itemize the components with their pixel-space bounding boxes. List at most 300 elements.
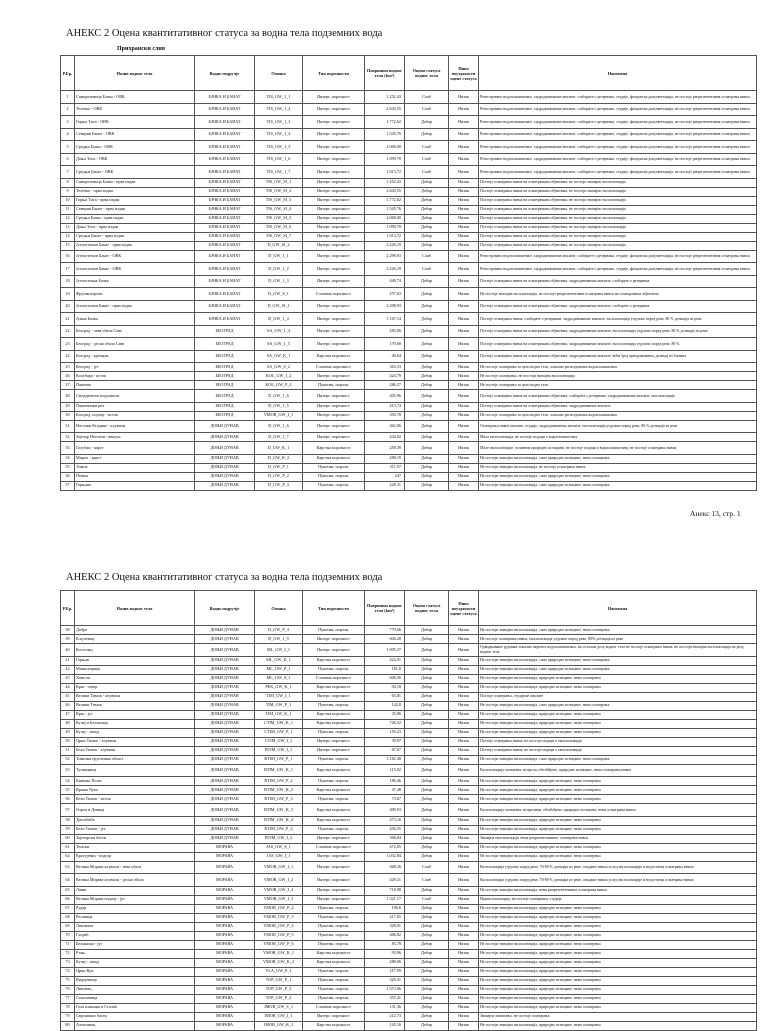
area-km2-cell: 145,16 <box>365 1021 405 1030</box>
confidence-level-cell: Низак <box>449 241 479 250</box>
water-body-code-cell: BTIM_GW_K_4 <box>255 816 303 825</box>
water-body-code-cell: ML_GW_K_1 <box>255 656 303 665</box>
water-body-code-cell: TIS_GW_1_1 <box>255 91 303 104</box>
status-assessment-cell: Добар <box>405 1003 449 1012</box>
table-row <box>61 895 757 904</box>
status-assessment-cell: Добар <box>405 843 449 852</box>
water-body-name-cell: Тупижница <box>75 764 195 777</box>
remark-cell: Не постоји значајна експлоатација, само природно истицање, нема осматрања <box>479 626 757 635</box>
water-body-name-cell: Панчево <box>75 381 195 390</box>
water-body-name-cell: Хомоље <box>75 674 195 683</box>
table-row <box>61 363 757 372</box>
row-number-cell: 68 <box>61 913 75 922</box>
status-assessment-cell: Добар <box>405 433 449 442</box>
water-body-code-cell: CTIM_GW_I_1 <box>255 737 303 746</box>
status-assessment-cell: Добар <box>405 985 449 994</box>
river-basin-area-cell: ДОЊИ ДУНАВ <box>195 454 255 463</box>
water-body-name-cell: Београд, подгор - исток <box>75 411 195 420</box>
water-body-name-cell: Голубац - карст <box>75 442 195 455</box>
confidence-level-cell: Низак <box>449 755 479 764</box>
confidence-level-cell: Низак <box>449 626 479 635</box>
confidence-level-cell: Низак <box>449 128 479 141</box>
remark-cell: Експлоатација-захватање из врела, обезбеђено, природно истицање, нема осматрања нивоа <box>479 764 757 777</box>
status-assessment-cell: Добар <box>405 313 449 326</box>
river-basin-area-cell: МОРАВА <box>195 940 255 949</box>
row-number-cell: 75 <box>61 976 75 985</box>
confidence-level-cell: Низак <box>449 1021 479 1030</box>
table-row <box>61 626 757 635</box>
row-number-cell: 34 <box>61 454 75 463</box>
status-assessment-cell: Добар <box>405 674 449 683</box>
river-basin-area-cell: ДОЊИ ДУНАВ <box>195 834 255 843</box>
row-number-cell: 29 <box>61 402 75 411</box>
remark-cell: Не постоји значајна експлоатација, само природно истицање, нема осматрања <box>479 472 757 481</box>
water-body-name-cell: Сврљишки басен <box>75 1012 195 1021</box>
remark-cell: Постоје осматрања нивоа на осматрачким објектима, не постоји значајно експлоатација <box>479 232 757 241</box>
river-basin-area-cell: ДОЊИ ДУНАВ <box>195 795 255 804</box>
row-number-cell: 18 <box>61 275 75 288</box>
confidence-level-cell: Низак <box>449 804 479 817</box>
status-assessment-cell: Добар <box>405 777 449 786</box>
row-number-cell: 43 <box>61 674 75 683</box>
water-body-name-cell: Гола планина и Сталаћ <box>75 1003 195 1012</box>
table-row <box>61 153 757 166</box>
river-basin-area-cell: БЕОГРАД <box>195 411 255 420</box>
water-body-name-cell: Крш - север <box>75 683 195 692</box>
river-basin-area-cell: ДОЊИ ДУНАВ <box>195 728 255 737</box>
table-body-page-1 <box>61 91 757 491</box>
porosity-type-cell: Пукотин. порозн. <box>303 940 365 949</box>
table-row <box>61 728 757 737</box>
river-basin-area-cell: БЕОГРАД <box>195 372 255 381</box>
row-number-cell: 62 <box>61 852 75 861</box>
table-row <box>61 904 757 913</box>
porosity-type-cell: Пукотин. порозн. <box>303 976 365 985</box>
confidence-level-cell: Низак <box>449 922 479 931</box>
row-number-cell: 63 <box>61 861 75 874</box>
water-body-code-cell: TOP_GW_P_2 <box>255 994 303 1003</box>
row-number-cell: 10 <box>61 196 75 205</box>
table-row <box>61 710 757 719</box>
remark-cell: Не постоји значајна експлоатација, природно истицање, нема осматрања <box>479 719 757 728</box>
confidence-level-cell: Низак <box>449 402 479 411</box>
status-assessment-cell: Слаб <box>405 895 449 904</box>
status-assessment-cell: Добар <box>405 834 449 843</box>
header-code: Ознака <box>255 56 303 91</box>
area-km2-cell: 355,41 <box>365 994 405 1003</box>
porosity-type-cell: Интерг. порозност <box>303 128 365 141</box>
confidence-level-cell: Низак <box>449 300 479 313</box>
row-number-cell: 1 <box>61 91 75 104</box>
remark-cell: Не постоји значајна експлоатација, природно истицање, нема осматрања <box>479 904 757 913</box>
status-assessment-cell: Добар <box>405 692 449 701</box>
water-body-name-cell: Крш - југ <box>75 710 195 719</box>
water-body-code-cell: VMOR_GW_I_2 <box>255 874 303 887</box>
row-number-cell: 72 <box>61 949 75 958</box>
porosity-type-cell: Карстна порозност <box>303 350 365 363</box>
water-body-name-cell: Кучај - запад <box>75 728 195 737</box>
table-row <box>61 103 757 116</box>
river-basin-area-cell: ДОЊИ ДУНАВ <box>195 442 255 455</box>
table-row <box>61 764 757 777</box>
water-body-code-cell: TIM_GW_K_1 <box>255 710 303 719</box>
row-number-cell: 70 <box>61 931 75 940</box>
confidence-level-cell: Низак <box>449 166 479 179</box>
remark-cell: Регистровано водоплапиштање, хидродинамичке анализе, слаборате о резервама, студије, фондовска документација, не постоје репрезентативна осматрања нивоа <box>479 263 757 276</box>
status-assessment-cell: Добар <box>405 481 449 490</box>
status-assessment-cell: Добар <box>405 338 449 351</box>
area-km2-cell: 726,52 <box>365 719 405 728</box>
remark-cell: Надексплоатација, не постоје осматрања, студије <box>479 895 757 904</box>
water-body-code-cell: D_GW_1_9 <box>255 635 303 644</box>
porosity-type-cell: Пукотин. порозн. <box>303 985 365 994</box>
water-body-name-cell: Видојевица <box>75 976 195 985</box>
table-row <box>61 1003 757 1012</box>
table-row <box>61 214 757 223</box>
row-number-cell: 67 <box>61 904 75 913</box>
row-number-cell: 41 <box>61 656 75 665</box>
river-basin-area-cell: БЕОГРАД <box>195 402 255 411</box>
confidence-level-cell: Низак <box>449 635 479 644</box>
area-km2-cell: 2.298,93 <box>365 250 405 263</box>
river-basin-area-cell: МОРАВА <box>195 976 255 985</box>
row-number-cell: 9 <box>61 187 75 196</box>
table-row <box>61 91 757 104</box>
river-basin-area-cell: БАЧКА И БАНАТ <box>195 275 255 288</box>
remark-cell: Не постоји значајна експлоатација, природно истицање, нема осматрања <box>479 967 757 976</box>
row-number-cell: 23 <box>61 338 75 351</box>
porosity-type-cell: Интерг. порозност <box>303 263 365 276</box>
water-body-name-cell: Панчевачки рит <box>75 402 195 411</box>
table-row <box>61 656 757 665</box>
water-body-name-cell: Велики Тимок - алувион <box>75 692 195 701</box>
area-km2-cell: 2.226,19 <box>365 263 405 276</box>
area-km2-cell: 368,04 <box>365 834 405 843</box>
water-body-name-cell: Београд - лева обала Саве <box>75 325 195 338</box>
remark-cell: Постоје осматрања нивоа на осматрачким објектима, хидродинамичке анализе, слаборате о резервама <box>479 300 757 313</box>
area-km2-cell: 405,96 <box>365 390 405 403</box>
remark-cell: Постоје осматрања нивоа на осматрачким објектима, хидродинамичке анализе, већи број прихрањивања, дотицај из ближих <box>479 350 757 363</box>
confidence-level-cell: Низак <box>449 795 479 804</box>
area-km2-cell: 2.226,19 <box>365 241 405 250</box>
table-row <box>61 420 757 433</box>
table-row <box>61 755 757 764</box>
confidence-level-cell: Низак <box>449 904 479 913</box>
row-number-cell: 36 <box>61 472 75 481</box>
porosity-type-cell: Интерг. порозност <box>303 116 365 129</box>
page-footer: Анекс 13, стр. 1 <box>690 509 741 518</box>
area-km2-cell: 363,33 <box>365 363 405 372</box>
area-km2-cell: 1.013,72 <box>365 166 405 179</box>
porosity-type-cell: Карстна порозност <box>303 656 365 665</box>
river-basin-area-cell: МОРАВА <box>195 967 255 976</box>
confidence-level-cell: Низак <box>449 205 479 214</box>
water-body-name-cell: Северни Банат - прва издан <box>75 205 195 214</box>
area-km2-cell: 67,67 <box>365 746 405 755</box>
water-body-code-cell: BTIM_GW_I_2 <box>255 834 303 843</box>
row-number-cell: 13 <box>61 223 75 232</box>
porosity-type-cell: Карстна порозност <box>303 764 365 777</box>
table-row <box>61 313 757 326</box>
remark-cell: Регистровано водоплапиштање, хидродинамичке анализе, слаборате о резервама, студије, фондовска документација, не постоје репрезентативна осматрања нивоа <box>479 128 757 141</box>
river-basin-area-cell: БАЧКА И БАНАТ <box>195 187 255 196</box>
river-basin-area-cell: ДОЊИ ДУНАВ <box>195 816 255 825</box>
remark-cell: Осматрања нивоа анализе, студије, хидродинамичке анализе, експлоатација уздужно поред реке, 80 % дотицаја из реке <box>479 420 757 433</box>
porosity-type-cell: Интерг. порозност <box>303 241 365 250</box>
area-km2-cell: 1.321,17 <box>365 895 405 904</box>
status-assessment-cell: Добар <box>405 913 449 922</box>
header-reliability: Ниво поузданости оцене статуса <box>449 591 479 626</box>
area-km2-cell: 142,8 <box>365 701 405 710</box>
status-assessment-cell: Добар <box>405 214 449 223</box>
river-basin-area-cell: БАЧКА И БАНАТ <box>195 205 255 214</box>
porosity-type-cell: Пукотин. порозн. <box>303 931 365 940</box>
river-basin-area-cell: МОРАВА <box>195 913 255 922</box>
remark-cell: Не постоје осматрања нивоа, експлоатација уздужно поред реке, 80% дотицаја из реке <box>479 635 757 644</box>
row-number-cell: 45 <box>61 692 75 701</box>
table-row <box>61 196 757 205</box>
water-body-code-cell: D_GW_P_2 <box>255 472 303 481</box>
status-assessment-cell: Добар <box>405 411 449 420</box>
status-assessment-cell: Добар <box>405 764 449 777</box>
water-body-code-cell: VMOR_GW_P_2 <box>255 904 303 913</box>
water-body-code-cell: TIS_GW_SI_7 <box>255 232 303 241</box>
porosity-type-cell: Пукотин. порозн. <box>303 922 365 931</box>
confidence-level-cell: Низак <box>449 411 479 420</box>
remark-cell: Постоје осматрања нивоа на осматрачким објектима, хидродинамичке анализе, слаборате о резервама <box>479 275 757 288</box>
water-body-code-cell: JAS_GW_I_1 <box>255 852 303 861</box>
status-assessment-cell: Добар <box>405 402 449 411</box>
confidence-level-cell: Низак <box>449 463 479 472</box>
confidence-level-cell: Низак <box>449 886 479 895</box>
porosity-type-cell: Интерг. порозност <box>303 178 365 187</box>
river-basin-area-cell: ДОЊИ ДУНАВ <box>195 656 255 665</box>
header-porosity: Тип порозности <box>303 56 365 91</box>
water-body-name-cell: Горњане <box>75 481 195 490</box>
table-row <box>61 958 757 967</box>
table-row <box>61 263 757 276</box>
confidence-level-cell: Низак <box>449 786 479 795</box>
porosity-type-cell: Карстна порозност <box>303 454 365 463</box>
row-number-cell: 53 <box>61 764 75 777</box>
remark-cell: Не постоје осматрања, не постоји значајна експлоатација <box>479 372 757 381</box>
confidence-level-cell: Низак <box>449 728 479 737</box>
remark-cell: Не постоје значајна експлоатација, не постоје репрезентативна осматрања нивоа на осматрачким објектима <box>479 288 757 301</box>
water-body-code-cell: SA_GW_K_1 <box>255 350 303 363</box>
table-row <box>61 411 757 420</box>
river-basin-area-cell: ДОЊИ ДУНАВ <box>195 420 255 433</box>
water-body-name-cell: Велика Морава алувион - десна обала <box>75 874 195 887</box>
status-assessment-cell: Добар <box>405 116 449 129</box>
status-assessment-cell: Добар <box>405 994 449 1003</box>
water-body-name-cell: Рудар <box>75 904 195 913</box>
table-row <box>61 852 757 861</box>
remark-cell: Регистровано водоплапиштање, хидродинамичке анализе, слаборате о резервама, студије, фондовска документација, не постоје репрезентативна осматрања нивоа <box>479 91 757 104</box>
remark-cell: Не постоји значајна експлоатација, природно истицање, нема осматрања <box>479 674 757 683</box>
water-body-name-cell: Мироч - карст <box>75 454 195 463</box>
water-body-code-cell: KOL_GW_P_2 <box>255 381 303 390</box>
groundwater-status-table <box>60 590 757 1031</box>
confidence-level-cell: Низак <box>449 852 479 861</box>
water-body-code-cell: TOP_GW_P_3 <box>255 985 303 994</box>
table-row <box>61 777 757 786</box>
water-body-name-cell: Ресавица <box>75 913 195 922</box>
confidence-level-cell: Низак <box>449 949 479 958</box>
status-assessment-cell: Добар <box>405 205 449 214</box>
area-km2-cell: 217,99 <box>365 967 405 976</box>
row-number-cell: 50 <box>61 737 75 746</box>
water-body-name-cell: Наслови Ктадине - алувион <box>75 420 195 433</box>
table-row <box>61 719 757 728</box>
row-number-cell: 80 <box>61 1021 75 1030</box>
porosity-type-cell: Карстна порозност <box>303 710 365 719</box>
row-number-cell: 3 <box>61 116 75 129</box>
confidence-level-cell: Низак <box>449 940 479 949</box>
porosity-type-cell: Интерг. порозност <box>303 433 365 442</box>
row-number-cell: 66 <box>61 895 75 904</box>
water-body-name-cell: Зајечар Неготин - вакуун <box>75 433 195 442</box>
porosity-type-cell: Интерг. порозност <box>303 886 365 895</box>
area-km2-cell: 212,73 <box>365 1012 405 1021</box>
row-number-cell: 35 <box>61 463 75 472</box>
water-body-code-cell: D_GW_1_7 <box>255 433 303 442</box>
area-km2-cell: 472,05 <box>365 843 405 852</box>
river-basin-area-cell: БАЧКА И БАНАТ <box>195 178 255 187</box>
confidence-level-cell: Низак <box>449 816 479 825</box>
area-km2-cell: 424,01 <box>365 656 405 665</box>
river-basin-area-cell: ДОЊИ ДУНАВ <box>195 777 255 786</box>
confidence-level-cell: Низак <box>449 325 479 338</box>
water-body-name-cell: Колубара - исток <box>75 372 195 381</box>
porosity-type-cell: Сложена порозност <box>303 674 365 683</box>
water-body-code-cell: D_GW_1_1 <box>255 250 303 263</box>
porosity-type-cell: Пукотин. порозн. <box>303 665 365 674</box>
area-km2-cell: 1.252,43 <box>365 178 405 187</box>
status-assessment-cell: Добар <box>405 196 449 205</box>
confidence-level-cell: Низак <box>449 834 479 843</box>
area-km2-cell: 288,19 <box>365 454 405 463</box>
water-body-name-cell: Београд - десна обала Саве <box>75 338 195 351</box>
area-km2-cell: 2.068,00 <box>365 141 405 154</box>
water-body-code-cell: BTIM_GW_K_3 <box>255 804 303 817</box>
water-body-code-cell: TIS_GW_SI_2 <box>255 187 303 196</box>
river-basin-area-cell: ДОЊИ ДУНАВ <box>195 755 255 764</box>
water-body-name-cell: Телечка - прва издан <box>75 187 195 196</box>
confidence-level-cell: Низак <box>449 843 479 852</box>
status-assessment-cell: Добар <box>405 232 449 241</box>
confidence-level-cell: Низак <box>449 874 479 887</box>
water-body-name-cell: Југоисточни Банат - ОВК <box>75 263 195 276</box>
table-row <box>61 141 757 154</box>
water-body-name-cell: Фрушкогорски <box>75 288 195 301</box>
remark-cell: Регистровано водоплапиштање, хидродинамичке анализе, слаборате о резервама, студије, фондовска документација, не постоје репрезентативна осматрања нивоа <box>479 166 757 179</box>
row-number-cell: 42 <box>61 665 75 674</box>
document-title: АНЕКС 2 Оцена квантитативног статуса за водна тела подземних вода <box>66 572 383 583</box>
status-assessment-cell: Добар <box>405 816 449 825</box>
water-body-code-cell: TIS_GW_1_5 <box>255 141 303 154</box>
status-assessment-cell: Добар <box>405 635 449 644</box>
confidence-level-cell: Низак <box>449 994 479 1003</box>
porosity-type-cell: Интерг. порозност <box>303 205 365 214</box>
remark-cell: Постоје осматрања нивоа, не постоје подаци о експлоатацији <box>479 737 757 746</box>
table-row <box>61 481 757 490</box>
porosity-type-cell: Интерг. порозност <box>303 746 365 755</box>
porosity-type-cell: Карстна порозност <box>303 816 365 825</box>
table-row <box>61 1012 757 1021</box>
table-row <box>61 433 757 442</box>
river-basin-area-cell: БАЧКА И БАНАТ <box>195 288 255 301</box>
area-km2-cell: 93,96 <box>365 949 405 958</box>
area-km2-cell: 228,31 <box>365 481 405 490</box>
porosity-type-cell: Карстна порозност <box>303 683 365 692</box>
table-row <box>61 931 757 940</box>
area-km2-cell: 350,78 <box>365 411 405 420</box>
porosity-type-cell: Пукотин. порозн. <box>303 701 365 710</box>
table-row <box>61 834 757 843</box>
confidence-level-cell: Низак <box>449 313 479 326</box>
status-assessment-cell: Добар <box>405 644 449 657</box>
status-assessment-cell: Добар <box>405 241 449 250</box>
confidence-level-cell: Низак <box>449 103 479 116</box>
water-body-name-cell: Бели Тимок - исток <box>75 795 195 804</box>
confidence-level-cell: Низак <box>449 861 479 874</box>
row-number-cell: 54 <box>61 777 75 786</box>
river-basin-area-cell: БЕОГРАД <box>195 350 255 363</box>
remark-cell: Регистровано водоплапиштање, хидродинамичке анализе, слаборате о резервама, студије, фондовска документација, не постоје репрезентативна осматрања нивоа <box>479 141 757 154</box>
water-body-name-cell: Крагујевац - подгор <box>75 852 195 861</box>
row-number-cell: 69 <box>61 922 75 931</box>
river-basin-area-cell: БАЧКА И БАНАТ <box>195 241 255 250</box>
river-basin-area-cell: ДОЊИ ДУНАВ <box>195 786 255 795</box>
status-assessment-cell: Слаб <box>405 153 449 166</box>
area-km2-cell: 779,66 <box>365 626 405 635</box>
water-body-name-cell: Пешка <box>75 472 195 481</box>
status-assessment-cell: Добар <box>405 786 449 795</box>
table-row <box>61 922 757 931</box>
river-basin-area-cell: БАЧКА И БАНАТ <box>195 91 255 104</box>
confidence-level-cell: Низак <box>449 178 479 187</box>
water-body-name-cell: Доња Тиса - ОВК <box>75 153 195 166</box>
confidence-level-cell: Низак <box>449 985 479 994</box>
remark-cell: Не постоји значајна експлоатација, само природно истицање, нема осматрања <box>479 454 757 463</box>
water-body-name-cell: Ртањ <box>75 949 195 958</box>
water-body-name-cell: Лавач <box>75 886 195 895</box>
remark-cell: Не постоји значајна експлоатација, природно истицање, нема осматрања <box>479 825 757 834</box>
remark-cell: Не постоји значајна експлоатација, не постоје осматрања нивоа <box>479 463 757 472</box>
water-body-code-cell: BTIM_GW_K_2 <box>255 786 303 795</box>
confidence-level-cell: Низак <box>449 665 479 674</box>
porosity-type-cell: Интерг. порозност <box>303 895 365 904</box>
remark-cell: Постоје осматрања нивоа на осматрачким објектима, не постоји значајно експлоатација <box>479 214 757 223</box>
remark-cell: Постоје осматрања нивоа, слаборате о резервама, хидродинамичке анализе, експлоатација уздужно поред реке, 80 % дотицаја из реке <box>479 313 757 326</box>
porosity-type-cell: Интерг. порозност <box>303 852 365 861</box>
water-body-name-cell: Средња Бачка - ОВК <box>75 141 195 154</box>
area-km2-cell: 94,18 <box>365 683 405 692</box>
porosity-type-cell: Интерг. порозност <box>303 187 365 196</box>
water-body-code-cell: SA_GW_S_2 <box>255 363 303 372</box>
confidence-level-cell: Низак <box>449 420 479 433</box>
porosity-type-cell: Интерг. порозност <box>303 402 365 411</box>
table-row <box>61 874 757 887</box>
row-number-cell: 33 <box>61 442 75 455</box>
water-body-code-cell: TIS_GW_SI_6 <box>255 223 303 232</box>
table-row <box>61 116 757 129</box>
row-number-cell: 28 <box>61 390 75 403</box>
water-body-code-cell: BTIM_GW_P_4 <box>255 825 303 834</box>
row-number-cell: 56 <box>61 795 75 804</box>
porosity-type-cell: Сложена порозност <box>303 843 365 852</box>
status-assessment-cell: Добар <box>405 1021 449 1030</box>
